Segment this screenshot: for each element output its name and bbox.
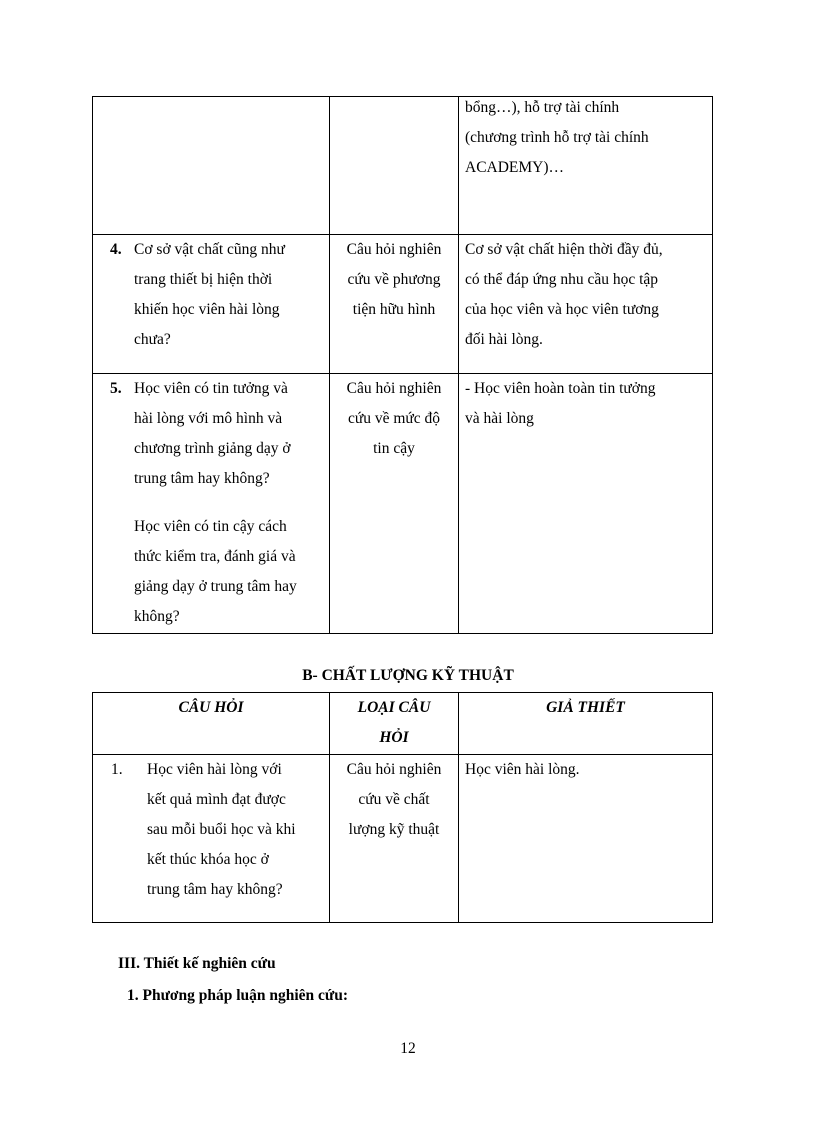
hypothesis-line: đối hài lòng. [465,331,543,348]
criteria-table [92,96,713,634]
question-line: kết quả mình đạt được [147,791,286,808]
question-line: trang thiết bị hiện thời [134,271,273,288]
question-line: trung tâm hay không? [147,881,283,898]
header-question: CÂU HỎI [93,693,330,755]
header-type-line: LOẠI CÂU [357,699,431,716]
question-line: chương trình giảng dạy ở [134,440,291,457]
type-cell [330,755,459,923]
type-line: tiện hữu hình [352,301,436,318]
type-line: cứu về phương [347,271,441,288]
question-cell [93,755,330,923]
row-number: 1. [111,761,123,778]
section-iii-heading: III. Thiết kế nghiên cứu [118,955,276,972]
hypothesis-line: Cơ sở vật chất hiện thời đầy đủ, [465,241,663,258]
hypothesis-line: bổng…), hỗ trợ tài chính [465,99,620,116]
table-row [93,374,713,634]
hypothesis-cell [459,755,713,923]
hypothesis-cell [459,97,713,235]
question-line: Học viên có tin tưởng và [134,380,288,397]
row-number: 4. [110,241,122,258]
type-line: tin cậy [373,440,415,457]
subsection-1-heading: 1. Phương pháp luận nghiên cứu: [127,987,349,1004]
header-type [330,693,459,755]
type-line: Câu hỏi nghiên [346,241,442,258]
type-line: Câu hỏi nghiên [346,761,442,778]
hypothesis-line: có thể đáp ứng nhu cầu học tập [465,271,659,288]
table-row [93,235,713,374]
type-line: lượng kỹ thuật [348,821,440,838]
table-row [93,755,713,923]
question-line: Học viên có tin cậy cách [134,518,287,535]
type-line: Câu hỏi nghiên [346,380,442,397]
hypothesis-cell [459,374,713,634]
hypothesis-line: (chương trình hỗ trợ tài chính [465,129,649,146]
row-number: 5. [110,380,122,397]
question-line: hài lòng với mô hình và [134,410,283,427]
type-cell [330,235,459,374]
type-line: cứu về chất [358,791,430,808]
question-line: sau mỗi buổi học và khi [147,821,296,838]
question-line: không? [134,608,180,625]
question-cell [93,374,330,634]
technical-quality-table [92,692,713,923]
section-b-title: B- CHẤT LƯỢNG KỸ THUẬT [302,667,514,684]
header-type-line: HỎI [379,729,409,746]
question-line: kết thúc khóa học ở [147,851,269,868]
question-line: thức kiểm tra, đánh giá và [134,548,296,565]
hypothesis-line: - Học viên hoàn toàn tin tưởng [465,380,656,397]
hypothesis-line: Học viên hài lòng. [465,761,580,778]
page-number: 12 [400,1040,416,1057]
question-line: Cơ sở vật chất cũng như [134,241,285,258]
type-cell [330,97,459,235]
question-line: Học viên hài lòng với [147,761,282,778]
table-header-row [93,693,713,755]
hypothesis-line: của học viên và học viên tương [465,301,659,318]
header-hypothesis: GIẢ THIẾT [459,693,713,755]
type-cell [330,374,459,634]
hypothesis-cell [459,235,713,374]
hypothesis-line: ACADEMY)… [465,159,565,176]
question-line: khiến học viên hài lòng [134,301,280,318]
hypothesis-line: và hài lòng [465,410,534,427]
question-line: giảng dạy ở trung tâm hay [134,578,297,595]
question-line: trung tâm hay không? [134,470,270,487]
type-line: cứu về mức độ [347,410,441,427]
question-line: chưa? [134,331,171,348]
question-cell [93,97,330,235]
table-row [93,97,713,235]
question-cell [93,235,330,374]
